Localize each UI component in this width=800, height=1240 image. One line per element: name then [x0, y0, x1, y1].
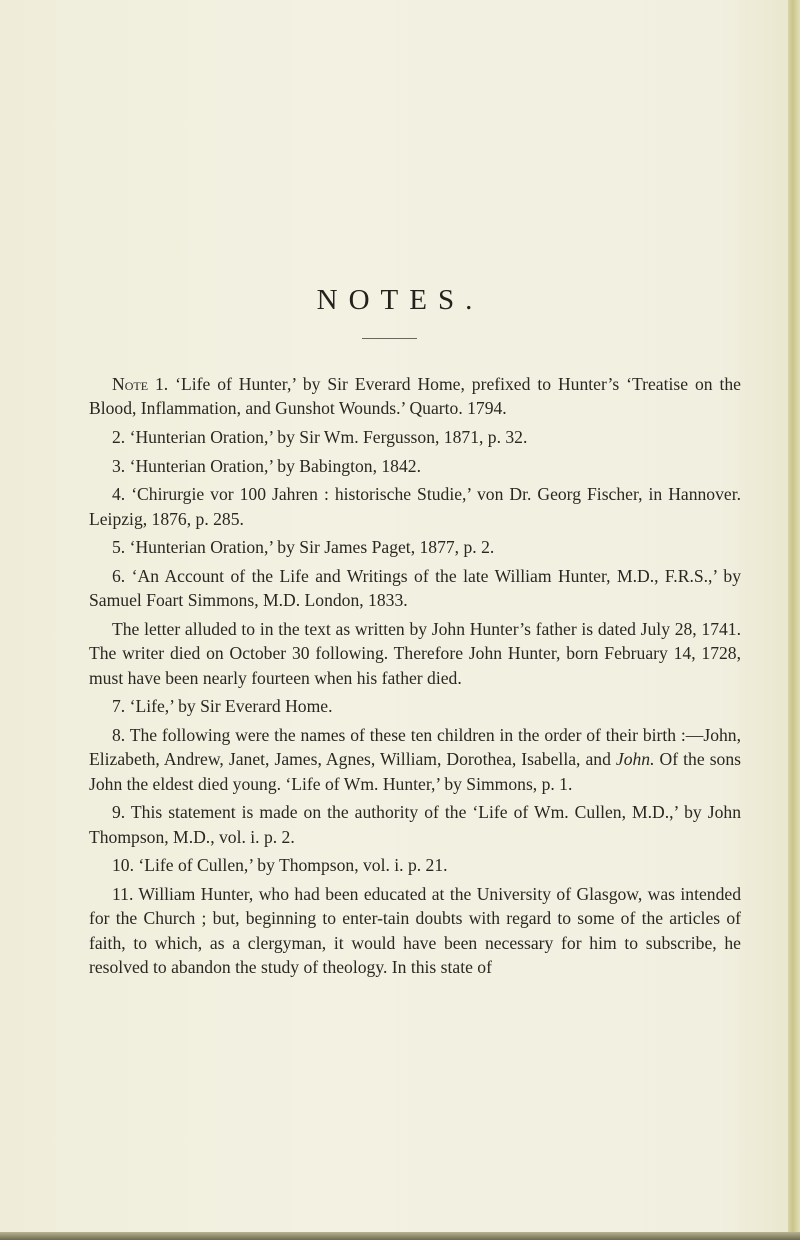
note-10: 10. ‘Life of Cullen,’ by Thompson, vol. i. p. 21.: [112, 855, 448, 876]
title-rule: [362, 338, 417, 339]
note-1: [89, 372, 741, 421]
note-2: 2. ‘Hunterian Oration,’ by Sir Wm. Fergusson, 1871, p. 32.: [112, 426, 528, 447]
note-3: 3. ‘Hunterian Oration,’ by Babington, 1842.: [112, 455, 421, 476]
note-lead: Note: [112, 374, 149, 394]
notes-body: [89, 372, 741, 984]
page-title: NOTES.: [316, 284, 484, 316]
note-7: 7. ‘Life,’ by Sir Everard Home.: [112, 696, 333, 717]
note-8-text-a: 8. The following were the names of these ten children in the order of their birth :—John, Elizabeth, Andrew, Janet, James, Agnes, William, Dorothea, Isabella, and: [89, 724, 741, 770]
note-4: 4. ‘Chirurgie vor 100 Jahren : historische Studie,’ von Dr. Georg Fischer, in Hannover. Leipzig, 1876, p. 285.: [89, 484, 741, 529]
note-11: 11. William Hunter, who had been educated at the University of Glasgow, was intended for the Church ; but, beginning to enter-tain doubts with regard to some of the articles of faith, to which, as a clergyman, it would have been necessary for him to subscribe, he resolved to abandon the study of theology. In this state of: [89, 883, 741, 977]
note-9: 9. This statement is made on the authority of the ‘Life of Wm. Cullen, M.D.,’ by John Thompson, M.D., vol. i. p. 2.: [89, 802, 741, 847]
page-edge-right: [788, 0, 800, 1240]
note-1-text: 1. ‘Life of Hunter,’ by Sir Everard Home, prefixed to Hunter’s ‘Treatise on the Blood, Inflammation, and Gunshot Wounds.’ Quarto. 1794.: [89, 374, 741, 419]
page-edge-bottom: [0, 1232, 800, 1240]
note-8-text-b: Of the sons John the eldest died young. ‘Life of Wm. Hunter,’ by Simmons, p. 1.: [89, 749, 741, 794]
note-8: [89, 723, 741, 796]
note-8-italic: John.: [615, 749, 655, 770]
note-5: 5. ‘Hunterian Oration,’ by Sir James Paget, 1877, p. 2.: [112, 537, 495, 558]
note-6-continuation: The letter alluded to in the text as written by John Hunter’s father is dated July 28, 1741. The writer died on October 30 following. Therefore John Hunter, born February 14, 1728, must have been nearly fourteen when his father died.: [89, 619, 741, 688]
note-6: 6. ‘An Account of the Life and Writings of the late William Hunter, M.D., F.R.S.,’ by Samuel Foart Simmons, M.D. London, 1833.: [89, 566, 741, 611]
